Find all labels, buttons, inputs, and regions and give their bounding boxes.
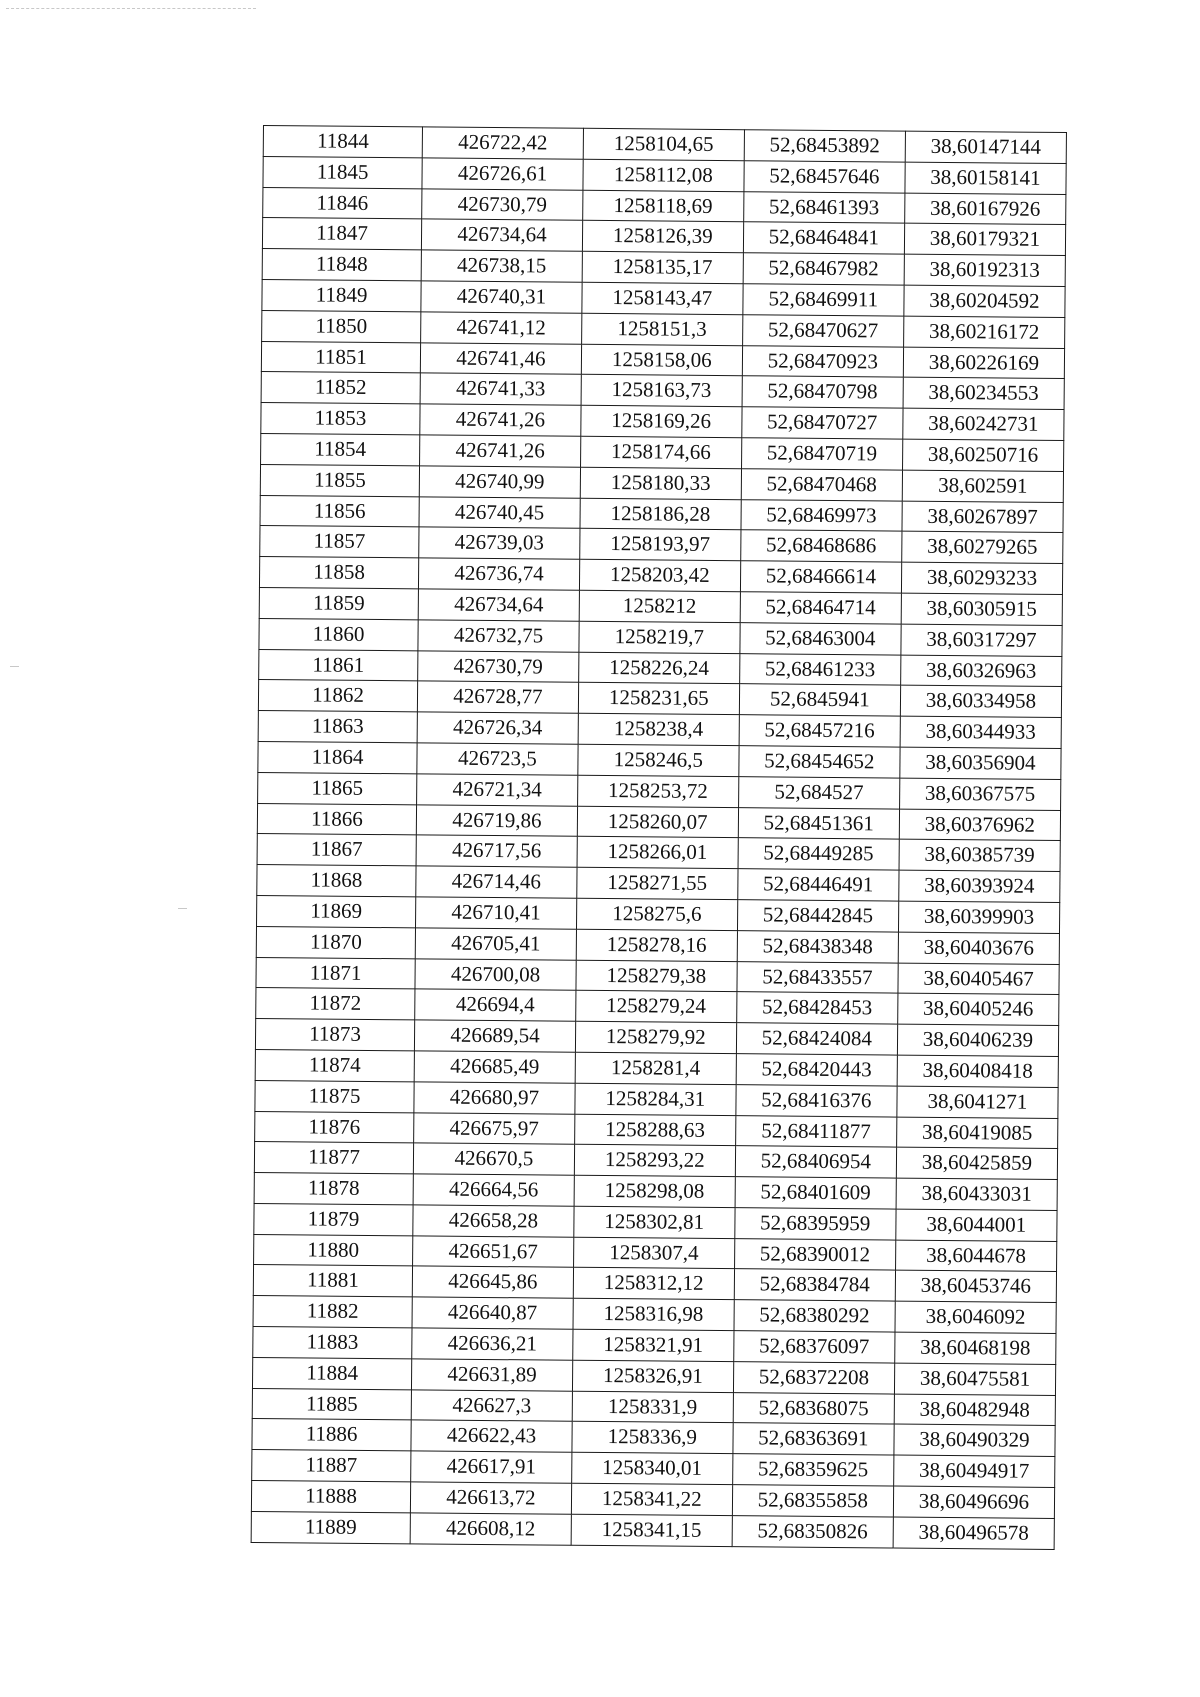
latitude-cell: 52,68442845 <box>737 900 898 932</box>
latitude-cell: 52,68451361 <box>738 807 899 839</box>
x-coordinate-cell: 426640,87 <box>412 1297 573 1329</box>
x-coordinate-cell: 426617,91 <box>411 1451 572 1483</box>
point-number-cell: 11852 <box>261 372 420 404</box>
point-number-cell: 11844 <box>263 126 422 158</box>
latitude-cell: 52,68470923 <box>742 345 903 377</box>
x-coordinate-cell: 426670,5 <box>413 1143 574 1175</box>
longitude-cell: 38,60453746 <box>895 1271 1056 1303</box>
x-coordinate-cell: 426710,41 <box>416 897 577 929</box>
longitude-cell: 38,6046092 <box>895 1301 1056 1333</box>
longitude-cell: 38,60468198 <box>895 1332 1056 1364</box>
longitude-cell: 38,60147144 <box>905 131 1066 163</box>
y-coordinate-cell: 1258180,33 <box>580 467 741 499</box>
x-coordinate-cell: 426631,89 <box>412 1359 573 1391</box>
latitude-cell: 52,68470727 <box>742 407 903 439</box>
point-number-cell: 11868 <box>257 865 416 897</box>
latitude-cell: 52,68470627 <box>742 314 903 346</box>
x-coordinate-cell: 426651,67 <box>413 1236 574 1268</box>
longitude-cell: 38,60419085 <box>896 1117 1057 1149</box>
latitude-cell: 52,68372208 <box>733 1362 894 1394</box>
y-coordinate-cell: 1258231,65 <box>578 683 739 715</box>
longitude-cell: 38,60305915 <box>901 593 1062 625</box>
latitude-cell: 52,68468686 <box>740 530 901 562</box>
x-coordinate-cell: 426675,97 <box>414 1112 575 1144</box>
y-coordinate-cell: 1258302,81 <box>574 1206 735 1238</box>
latitude-cell: 52,68461233 <box>739 653 900 685</box>
longitude-cell: 38,60242731 <box>903 408 1064 440</box>
x-coordinate-cell: 426722,42 <box>422 127 583 159</box>
longitude-cell: 38,60344933 <box>900 716 1061 748</box>
y-coordinate-cell: 1258271,55 <box>577 867 738 899</box>
point-number-cell: 11876 <box>255 1111 414 1143</box>
longitude-cell: 38,60192313 <box>904 254 1065 286</box>
x-coordinate-cell: 426728,77 <box>417 681 578 713</box>
x-coordinate-cell: 426694,4 <box>415 989 576 1021</box>
latitude-cell: 52,6845941 <box>739 684 900 716</box>
point-number-cell: 11854 <box>261 433 420 465</box>
latitude-cell: 52,68390012 <box>734 1238 895 1270</box>
point-number-cell: 11856 <box>260 495 419 527</box>
y-coordinate-cell: 1258186,28 <box>580 498 741 530</box>
point-number-cell: 11878 <box>254 1173 413 1205</box>
point-number-cell: 11872 <box>256 988 415 1020</box>
y-coordinate-cell: 1258284,31 <box>575 1083 736 1115</box>
x-coordinate-cell: 426734,64 <box>418 589 579 621</box>
y-coordinate-cell: 1258275,6 <box>576 898 737 930</box>
longitude-cell: 38,602591 <box>902 470 1063 502</box>
longitude-cell: 38,60393924 <box>899 870 1060 902</box>
latitude-cell: 52,684527 <box>738 776 899 808</box>
latitude-cell: 52,68368075 <box>733 1392 894 1424</box>
point-number-cell: 11887 <box>252 1450 411 1482</box>
x-coordinate-cell: 426658,28 <box>413 1205 574 1237</box>
point-number-cell: 11877 <box>254 1142 413 1174</box>
longitude-cell: 38,60496696 <box>893 1486 1054 1518</box>
x-coordinate-cell: 426741,26 <box>420 404 581 436</box>
point-number-cell: 11853 <box>261 403 420 435</box>
y-coordinate-cell: 1258143,47 <box>582 282 743 314</box>
longitude-cell: 38,60490329 <box>894 1425 1055 1457</box>
point-number-cell: 11865 <box>258 772 417 804</box>
point-number-cell: 11860 <box>259 618 418 650</box>
y-coordinate-cell: 1258151,3 <box>581 313 742 345</box>
x-coordinate-cell: 426636,21 <box>412 1328 573 1360</box>
point-number-cell: 11879 <box>254 1203 413 1235</box>
longitude-cell: 38,6041271 <box>897 1086 1058 1118</box>
latitude-cell: 52,68464841 <box>743 222 904 254</box>
longitude-cell: 38,60293233 <box>901 562 1062 594</box>
x-coordinate-cell: 426627,3 <box>411 1390 572 1422</box>
latitude-cell: 52,68464714 <box>740 592 901 624</box>
point-number-cell: 11861 <box>259 649 418 681</box>
x-coordinate-cell: 426613,72 <box>410 1482 571 1514</box>
point-number-cell: 11881 <box>253 1265 412 1297</box>
longitude-cell: 38,60226169 <box>903 347 1064 379</box>
latitude-cell: 52,68363691 <box>733 1423 894 1455</box>
point-number-cell: 11845 <box>263 156 422 188</box>
latitude-cell: 52,68438348 <box>737 930 898 962</box>
x-coordinate-cell: 426719,86 <box>416 804 577 836</box>
longitude-cell: 38,60356904 <box>900 747 1061 779</box>
y-coordinate-cell: 1258307,4 <box>573 1237 734 1269</box>
point-number-cell: 11875 <box>255 1080 414 1112</box>
point-number-cell: 11880 <box>254 1234 413 1266</box>
x-coordinate-cell: 426740,99 <box>419 466 580 498</box>
latitude-cell: 52,68359625 <box>732 1454 893 1486</box>
longitude-cell: 38,60482948 <box>894 1394 1055 1426</box>
y-coordinate-cell: 1258279,38 <box>576 960 737 992</box>
point-number-cell: 11848 <box>262 249 421 281</box>
y-coordinate-cell: 1258288,63 <box>574 1114 735 1146</box>
point-number-cell: 11869 <box>257 895 416 927</box>
point-number-cell: 11858 <box>259 557 418 589</box>
y-coordinate-cell: 1258341,22 <box>571 1483 732 1515</box>
latitude-cell: 52,68411877 <box>735 1115 896 1147</box>
x-coordinate-cell: 426741,46 <box>420 342 581 374</box>
y-coordinate-cell: 1258340,01 <box>571 1453 732 1485</box>
y-coordinate-cell: 1258336,9 <box>572 1422 733 1454</box>
latitude-cell: 52,68470468 <box>741 468 902 500</box>
y-coordinate-cell: 1258281,4 <box>575 1052 736 1084</box>
y-coordinate-cell: 1258135,17 <box>582 251 743 283</box>
point-number-cell: 11883 <box>253 1327 412 1359</box>
y-coordinate-cell: 1258203,42 <box>579 559 740 591</box>
latitude-cell: 52,68453892 <box>744 130 905 162</box>
longitude-cell: 38,60216172 <box>903 316 1064 348</box>
longitude-cell: 38,60376962 <box>899 809 1060 841</box>
point-number-cell: 11873 <box>255 1019 414 1051</box>
latitude-cell: 52,68469911 <box>743 284 904 316</box>
scan-artifact-top <box>6 8 256 13</box>
longitude-cell: 38,60405246 <box>898 993 1059 1025</box>
x-coordinate-cell: 426622,43 <box>411 1420 572 1452</box>
point-number-cell: 11885 <box>252 1388 411 1420</box>
longitude-cell: 38,60179321 <box>904 223 1065 255</box>
latitude-cell: 52,68454652 <box>739 746 900 778</box>
scan-artifact-left <box>10 666 19 667</box>
latitude-cell: 52,68416376 <box>736 1084 897 1116</box>
latitude-cell: 52,68350826 <box>732 1516 893 1548</box>
y-coordinate-cell: 1258298,08 <box>574 1175 735 1207</box>
longitude-cell: 38,60425859 <box>896 1147 1057 1179</box>
latitude-cell: 52,68449285 <box>738 838 899 870</box>
y-coordinate-cell: 1258158,06 <box>581 344 742 376</box>
y-coordinate-cell: 1258163,73 <box>581 375 742 407</box>
point-number-cell: 11866 <box>257 803 416 835</box>
longitude-cell: 38,60475581 <box>894 1363 1055 1395</box>
x-coordinate-cell: 426730,79 <box>418 650 579 682</box>
latitude-cell: 52,68406954 <box>735 1146 896 1178</box>
longitude-cell: 38,60326963 <box>900 655 1061 687</box>
y-coordinate-cell: 1258253,72 <box>577 775 738 807</box>
longitude-cell: 38,60158141 <box>905 162 1066 194</box>
point-number-cell: 11847 <box>262 218 421 250</box>
coordinates-table <box>251 125 1067 1550</box>
latitude-cell: 52,68469973 <box>741 499 902 531</box>
table-row <box>251 1511 1054 1549</box>
x-coordinate-cell: 426721,34 <box>417 774 578 806</box>
point-number-cell: 11851 <box>261 341 420 373</box>
longitude-cell: 38,6044678 <box>895 1240 1056 1272</box>
x-coordinate-cell: 426664,56 <box>413 1174 574 1206</box>
y-coordinate-cell: 1258174,66 <box>580 436 741 468</box>
x-coordinate-cell: 426726,61 <box>422 158 583 190</box>
y-coordinate-cell: 1258331,9 <box>572 1391 733 1423</box>
point-number-cell: 11867 <box>257 834 416 866</box>
longitude-cell: 38,60494917 <box>894 1455 1055 1487</box>
latitude-cell: 52,68424084 <box>736 1023 897 1055</box>
point-number-cell: 11870 <box>256 926 415 958</box>
scan-artifact-left <box>178 908 187 909</box>
y-coordinate-cell: 1258238,4 <box>578 713 739 745</box>
y-coordinate-cell: 1258279,92 <box>575 1021 736 1053</box>
x-coordinate-cell: 426645,86 <box>412 1266 573 1298</box>
y-coordinate-cell: 1258321,91 <box>573 1329 734 1361</box>
latitude-cell: 52,68420443 <box>736 1054 897 1086</box>
y-coordinate-cell: 1258118,69 <box>583 190 744 222</box>
latitude-cell: 52,68380292 <box>734 1300 895 1332</box>
latitude-cell: 52,68457216 <box>739 715 900 747</box>
latitude-cell: 52,68461393 <box>743 191 904 223</box>
longitude-cell: 38,6044001 <box>896 1209 1057 1241</box>
y-coordinate-cell: 1258112,08 <box>583 159 744 191</box>
y-coordinate-cell: 1258104,65 <box>583 128 744 160</box>
y-coordinate-cell: 1258126,39 <box>582 221 743 253</box>
longitude-cell: 38,60267897 <box>902 501 1063 533</box>
latitude-cell: 52,68470719 <box>741 438 902 470</box>
x-coordinate-cell: 426730,79 <box>422 188 583 220</box>
longitude-cell: 38,60317297 <box>901 624 1062 656</box>
point-number-cell: 11863 <box>258 711 417 743</box>
x-coordinate-cell: 426740,31 <box>421 281 582 313</box>
point-number-cell: 11888 <box>251 1481 410 1513</box>
point-number-cell: 11874 <box>255 1049 414 1081</box>
longitude-cell: 38,60234553 <box>903 377 1064 409</box>
latitude-cell: 52,68470798 <box>742 376 903 408</box>
y-coordinate-cell: 1258316,98 <box>573 1299 734 1331</box>
longitude-cell: 38,60399903 <box>898 901 1059 933</box>
y-coordinate-cell: 1258326,91 <box>572 1360 733 1392</box>
x-coordinate-cell: 426741,26 <box>420 435 581 467</box>
coordinates-table-body <box>251 126 1066 1550</box>
x-coordinate-cell: 426726,34 <box>417 712 578 744</box>
y-coordinate-cell: 1258293,22 <box>574 1145 735 1177</box>
y-coordinate-cell: 1258266,01 <box>577 837 738 869</box>
x-coordinate-cell: 426717,56 <box>416 835 577 867</box>
longitude-cell: 38,60167926 <box>905 193 1066 225</box>
y-coordinate-cell: 1258219,7 <box>579 621 740 653</box>
longitude-cell: 38,60405467 <box>898 963 1059 995</box>
x-coordinate-cell: 426689,54 <box>415 1020 576 1052</box>
y-coordinate-cell: 1258193,97 <box>580 529 741 561</box>
latitude-cell: 52,68463004 <box>740 622 901 654</box>
x-coordinate-cell: 426700,08 <box>415 958 576 990</box>
latitude-cell: 52,68355858 <box>732 1485 893 1517</box>
x-coordinate-cell: 426714,46 <box>416 866 577 898</box>
point-number-cell: 11864 <box>258 741 417 773</box>
x-coordinate-cell: 426741,33 <box>420 373 581 405</box>
point-number-cell: 11857 <box>260 526 419 558</box>
y-coordinate-cell: 1258312,12 <box>573 1268 734 1300</box>
longitude-cell: 38,60279265 <box>902 531 1063 563</box>
x-coordinate-cell: 426738,15 <box>421 250 582 282</box>
latitude-cell: 52,68467982 <box>743 253 904 285</box>
point-number-cell: 11850 <box>262 310 421 342</box>
point-number-cell: 11849 <box>262 279 421 311</box>
x-coordinate-cell: 426680,97 <box>414 1082 575 1114</box>
point-number-cell: 11862 <box>258 680 417 712</box>
x-coordinate-cell: 426685,49 <box>414 1051 575 1083</box>
x-coordinate-cell: 426732,75 <box>418 620 579 652</box>
x-coordinate-cell: 426608,12 <box>410 1513 571 1545</box>
longitude-cell: 38,60433031 <box>896 1178 1057 1210</box>
latitude-cell: 52,68457646 <box>744 160 905 192</box>
x-coordinate-cell: 426705,41 <box>415 928 576 960</box>
longitude-cell: 38,60403676 <box>898 932 1059 964</box>
y-coordinate-cell: 1258169,26 <box>581 405 742 437</box>
y-coordinate-cell: 1258341,15 <box>571 1514 732 1546</box>
y-coordinate-cell: 1258279,24 <box>576 991 737 1023</box>
longitude-cell: 38,60408418 <box>897 1055 1058 1087</box>
latitude-cell: 52,68466614 <box>740 561 901 593</box>
x-coordinate-cell: 426734,64 <box>422 219 583 251</box>
x-coordinate-cell: 426736,74 <box>419 558 580 590</box>
point-number-cell: 11859 <box>259 587 418 619</box>
point-number-cell: 11886 <box>252 1419 411 1451</box>
longitude-cell: 38,60406239 <box>897 1024 1058 1056</box>
longitude-cell: 38,60385739 <box>899 839 1060 871</box>
latitude-cell: 52,68433557 <box>737 961 898 993</box>
point-number-cell: 11871 <box>256 957 415 989</box>
latitude-cell: 52,68384784 <box>734 1269 895 1301</box>
y-coordinate-cell: 1258226,24 <box>578 652 739 684</box>
longitude-cell: 38,60250716 <box>902 439 1063 471</box>
longitude-cell: 38,60496578 <box>893 1517 1054 1549</box>
latitude-cell: 52,68446491 <box>738 869 899 901</box>
y-coordinate-cell: 1258278,16 <box>576 929 737 961</box>
point-number-cell: 11846 <box>263 187 422 219</box>
x-coordinate-cell: 426740,45 <box>419 496 580 528</box>
latitude-cell: 52,68376097 <box>733 1331 894 1363</box>
point-number-cell: 11884 <box>252 1357 411 1389</box>
x-coordinate-cell: 426739,03 <box>419 527 580 559</box>
latitude-cell: 52,68395959 <box>735 1208 896 1240</box>
latitude-cell: 52,68401609 <box>735 1177 896 1209</box>
y-coordinate-cell: 1258246,5 <box>578 744 739 776</box>
latitude-cell: 52,68428453 <box>736 992 897 1024</box>
x-coordinate-cell: 426723,5 <box>417 743 578 775</box>
x-coordinate-cell: 426741,12 <box>421 312 582 344</box>
point-number-cell: 11882 <box>253 1296 412 1328</box>
longitude-cell: 38,60334958 <box>900 685 1061 717</box>
y-coordinate-cell: 1258260,07 <box>577 806 738 838</box>
point-number-cell: 11855 <box>260 464 419 496</box>
y-coordinate-cell: 1258212 <box>579 590 740 622</box>
point-number-cell: 11889 <box>251 1511 410 1543</box>
longitude-cell: 38,60367575 <box>899 778 1060 810</box>
longitude-cell: 38,60204592 <box>904 285 1065 317</box>
